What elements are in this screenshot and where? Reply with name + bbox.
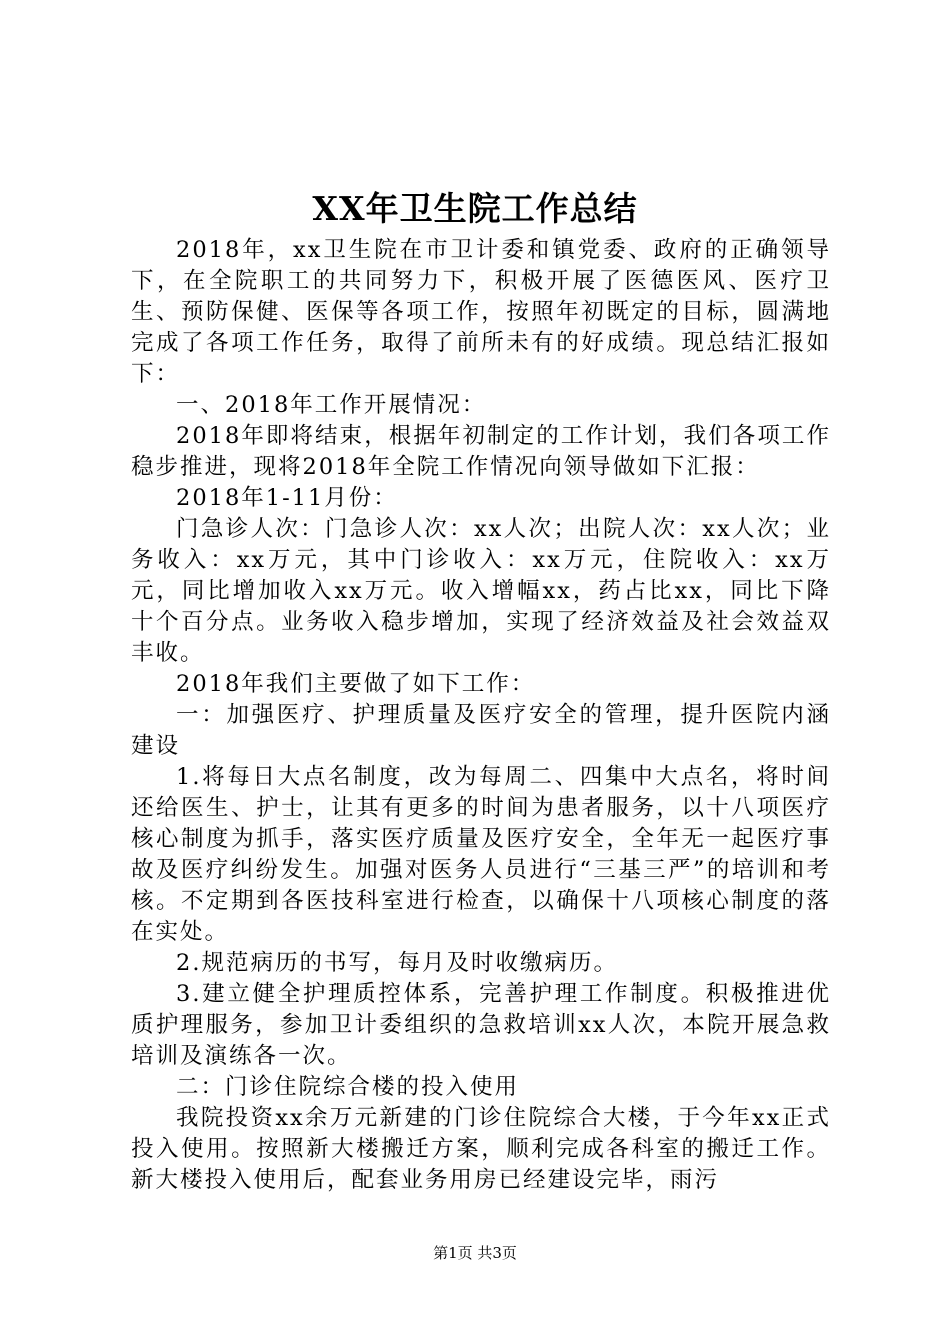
paragraph-work-plan: 2018年即将结束，根据年初制定的工作计划，我们各项工作稳步推进，现将2018年全院工作情况向领导做如下汇报：	[131, 423, 831, 480]
paragraph-statistics: 门急诊人次：门急诊人次：xx人次；出院人次：xx人次；业务收入：xx万元，其中门诊收入：xx万元，住院收入：xx万元，同比增加收入xx万元。收入增幅xx，药占比xx，同比下降十个百分点。业务收入稳步增加，实现了经济效益及社会效益双丰收。	[131, 516, 831, 666]
paragraph-item-1: 1.将每日大点名制度，改为每周二、四集中大点名，将时间还给医生、护士，让其有更多的时间为患者服务，以十八项医疗核心制度为抓手，落实医疗质量及医疗安全，全年无一起医疗事故及医疗纠纷发生。加强对医务人员进行“三基三严”的培训和考核。不定期到各医技科室进行检查，以确保十八项核心制度的落在实处。	[131, 764, 831, 945]
document-body	[131, 235, 831, 1196]
paragraph-main-work: 2018年我们主要做了如下工作：	[176, 671, 536, 697]
paragraph-item-2: 2.规范病历的书写，每月及时收缴病历。	[176, 950, 618, 976]
paragraph-subheading-1: 一：加强医疗、护理质量及医疗安全的管理，提升医院内涵建设	[131, 702, 831, 759]
paragraph-item-3: 3.建立健全护理质控体系，完善护理工作制度。积极推进优质护理服务，参加卫计委组织的急救培训xx人次，本院开展急救培训及演练各一次。	[131, 981, 831, 1069]
paragraph-section-heading-1: 一、2018年工作开展情况：	[176, 392, 487, 418]
paragraph-period: 2018年1-11月份：	[176, 485, 398, 511]
paragraph-new-building: 我院投资xx余万元新建的门诊住院综合大楼，于今年xx正式投入使用。按照新大楼搬迁方案，顺利完成各科室的搬迁工作。新大楼投入使用后，配套业务用房已经建设完毕，雨污	[131, 1105, 831, 1193]
document-title: XX年卫生院工作总结	[312, 189, 638, 228]
page-number-footer: 第1页 共3页	[433, 1244, 517, 1262]
paragraph-subheading-2: 二：门诊住院综合楼的投入使用	[176, 1074, 520, 1100]
paragraph-intro: 2018年，xx卫生院在市卫计委和镇党委、政府的正确领导下，在全院职工的共同努力下，积极开展了医德医风、医疗卫生、预防保健、医保等各项工作，按照年初既定的目标，圆满地完成了各项工作任务，取得了前所未有的好成绩。现总结汇报如下：	[131, 237, 831, 387]
